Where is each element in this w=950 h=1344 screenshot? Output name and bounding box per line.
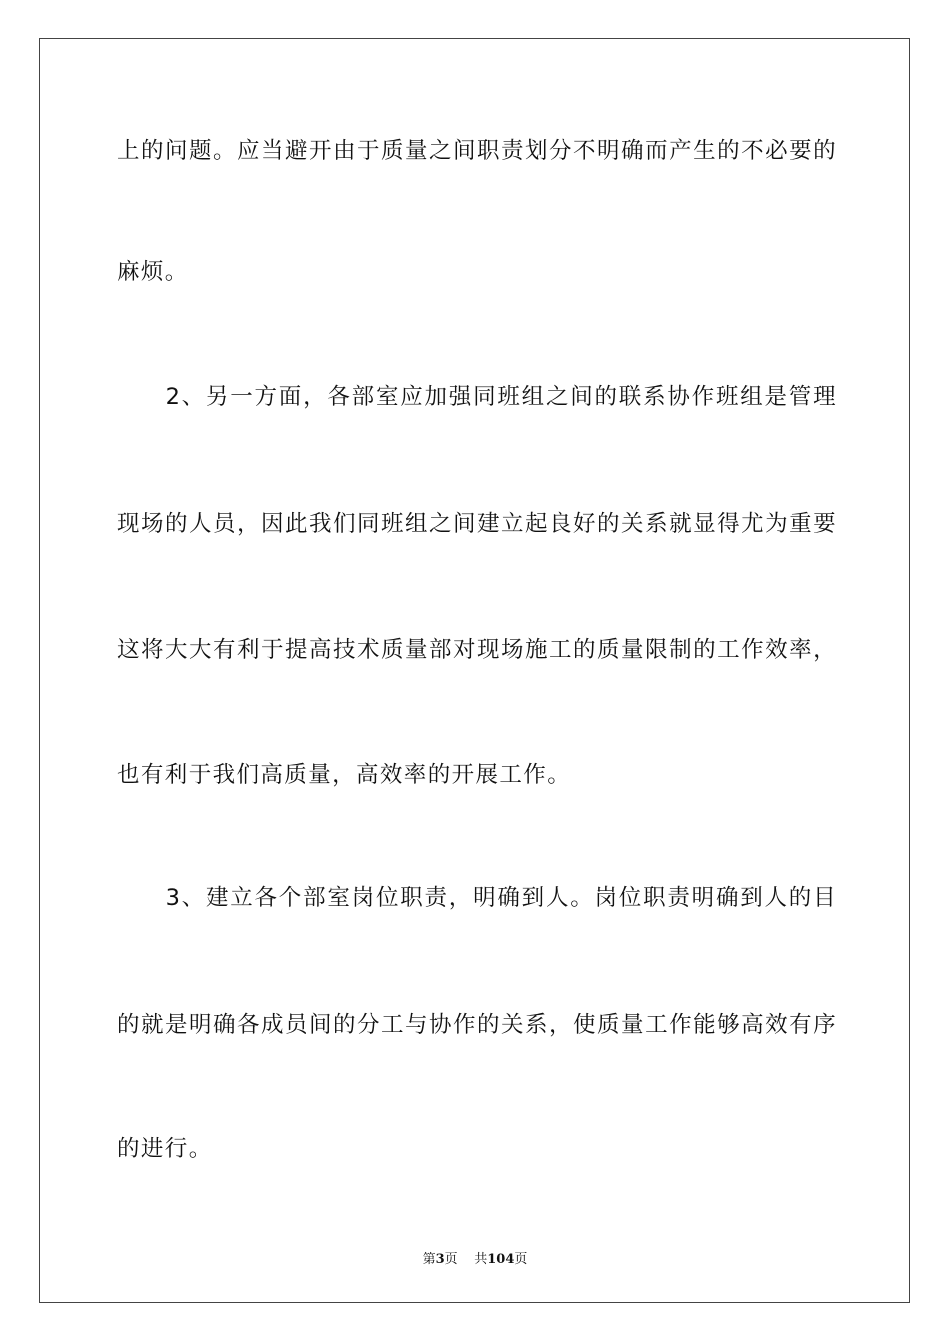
body-line-2: 麻烦。 bbox=[117, 259, 189, 285]
body-line-4: 现场的人员，因此我们同班组之间建立起良好的关系就显得尤为重要 bbox=[117, 511, 837, 537]
footer-page-suffix: 页 bbox=[444, 1252, 458, 1267]
body-line-1: 上的问题。应当避开由于质量之间职责划分不明确而产生的不必要的 bbox=[117, 138, 837, 164]
footer-total-pages: 104 bbox=[487, 1252, 515, 1267]
body-line-5: 这将大大有利于提高技术质量部对现场施工的质量限制的工作效率， bbox=[117, 637, 837, 663]
footer-total-suffix: 页 bbox=[514, 1252, 528, 1267]
body-line-3: 2、另一方面，各部室应加强同班组之间的联系协作班组是管理 bbox=[117, 384, 837, 410]
footer-page-prefix: 第 bbox=[422, 1252, 436, 1267]
page-footer bbox=[0, 1248, 950, 1267]
page-border bbox=[39, 38, 910, 1303]
body-line-8: 的就是明确各成员间的分工与协作的关系，使质量工作能够高效有序 bbox=[117, 1012, 837, 1038]
body-line-9: 的进行。 bbox=[117, 1136, 213, 1162]
footer-page-number: 3 bbox=[435, 1252, 445, 1267]
footer-total-prefix: 共 bbox=[474, 1252, 488, 1267]
body-line-6: 也有利于我们高质量，高效率的开展工作。 bbox=[117, 762, 572, 788]
body-line-7: 3、建立各个部室岗位职责，明确到人。岗位职责明确到人的目 bbox=[117, 885, 837, 911]
